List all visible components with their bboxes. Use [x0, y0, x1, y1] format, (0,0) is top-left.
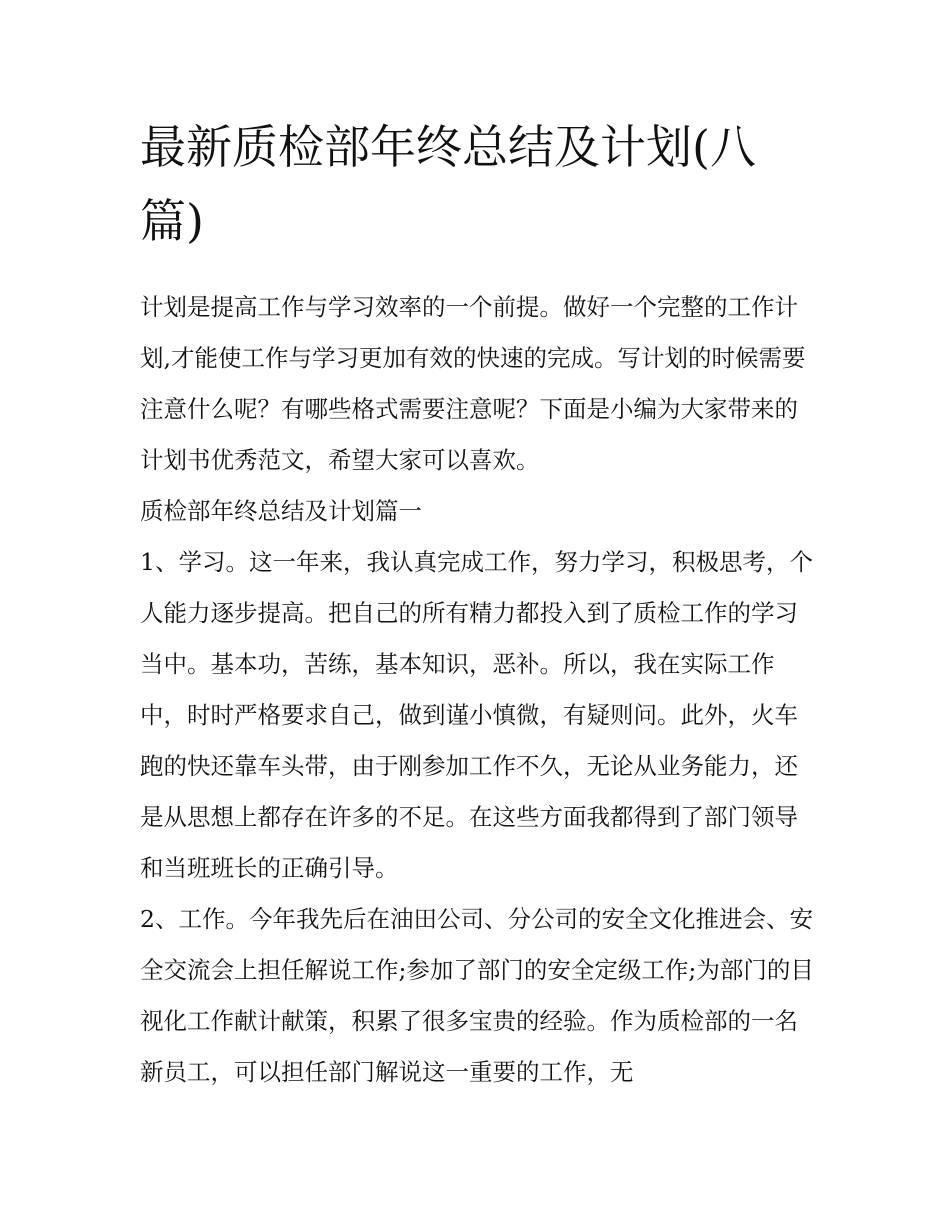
- paragraph-item-2: 2、工作。今年我先后在油田公司、分公司的安全文化推进会、安全交流会上担任解说工作;参加了部门的安全定级工作;为部门的目视化工作献计献策，积累了很多宝贵的经验。作为质检部的一名新员工，可以担任部门解说这一重要的工作，无: [140, 905, 814, 1086]
- section-heading: 质检部年终总结及计划篇一: [140, 497, 422, 525]
- document-title: 最新质检部年终总结及计划(八篇): [140, 120, 756, 248]
- document-page: [140, 110, 815, 1098]
- intro-paragraph: 计划是提高工作与学习效率的一个前提。做好一个完整的工作计划,才能使工作与学习更加有效的快速的完成。写计划的时候需要注意什么呢？有哪些格式需要注意呢？下面是小编为大家带来的计划书优秀范文，希望大家可以喜欢。: [140, 293, 806, 474]
- paragraph-item-1: 1、学习。这一年来，我认真完成工作，努力学习，积极思考，个人能力逐步提高。把自己的所有精力都投入到了质检工作的学习当中。基本功，苦练，基本知识，恶补。所以，我在实际工作中，时时严格要求自己，做到谨小慎微，有疑则问。此外，火车跑的快还靠车头带，由于刚参加工作不久，无论从业务能力，还是从思想上都存在许多的不足。在这些方面我都得到了部门领导和当班班长的正确引导。: [140, 548, 813, 882]
